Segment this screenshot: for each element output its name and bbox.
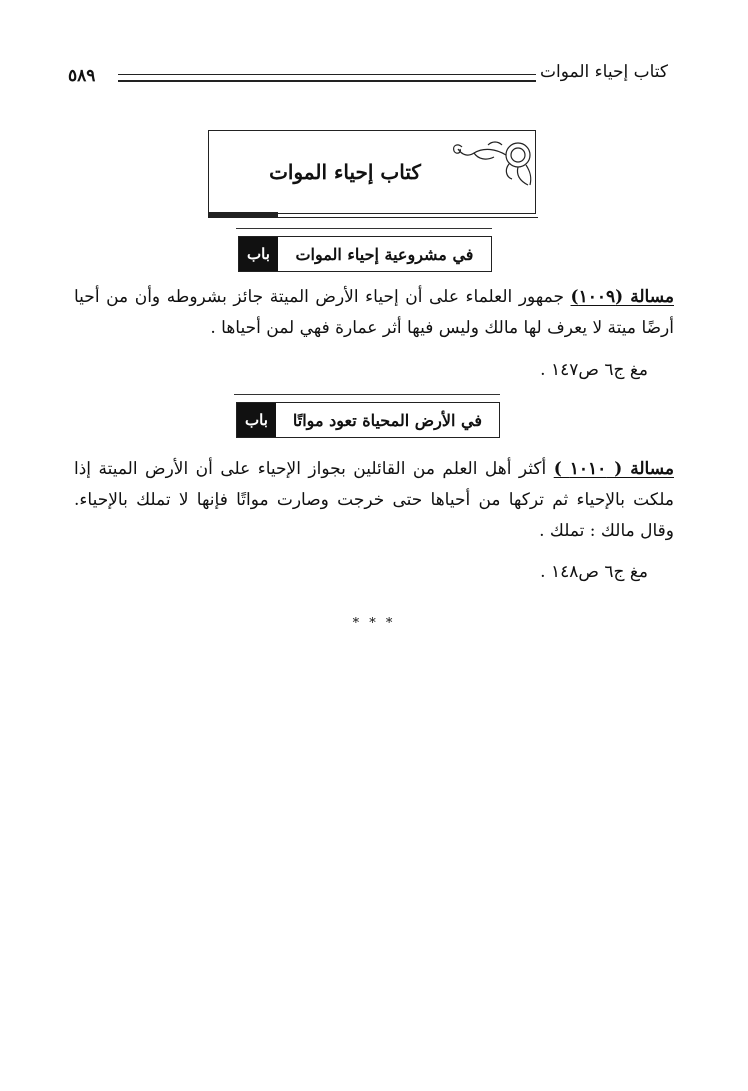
floral-ornament-icon: [448, 135, 534, 190]
chapter-title: في مشروعية إحياء الموات: [295, 244, 474, 264]
chapter-tag: باب: [237, 403, 276, 437]
reference-1010: مغ ج٦ ص١٤٨ .: [540, 562, 648, 582]
reference-1009: مغ ج٦ ص١٤٧ .: [540, 360, 648, 380]
chapter-tag: باب: [239, 237, 278, 271]
masala-1010: [74, 454, 674, 547]
chapter-title: في الأرض المحياة تعود مواتًا: [292, 410, 482, 430]
chapter-rule-top: [236, 228, 492, 229]
masala-1009: [74, 282, 674, 344]
masala-text: جمهور العلماء على أن إحياء الأرض الميتة جائز بشروطه وأن من أحيا أرضًا ميتة لا يعرف لها مالك وليس فيها أثر عمارة فهي لمن أحياها .: [74, 287, 674, 338]
page-number: ٥٨٩: [68, 66, 96, 86]
masala-label: مسالة ( ١٠١٠ ): [553, 459, 674, 479]
book-title: كتاب إحياء الموات: [269, 160, 421, 184]
masala-text: أكثر أهل العلم من القائلين بجواز الإحياء على أن الأرض الميتة إذا ملكت بالإحياء ثم تركها من أحياها حتى خرجت وصارت مواتًا فإنها لا تملك بالإحياء. وقال مالك : تملك .: [74, 459, 674, 541]
chapter-rule-top: [234, 394, 500, 395]
masala-label: مسالة (١٠٠٩): [570, 287, 674, 307]
running-title: كتاب إحياء الموات: [540, 62, 668, 82]
chapter-heading-1: [238, 236, 492, 272]
header-rule: [118, 74, 536, 82]
chapter-heading-2: [236, 402, 500, 438]
end-stars: * * *: [352, 616, 396, 631]
book-title-box-underline: [208, 217, 538, 218]
